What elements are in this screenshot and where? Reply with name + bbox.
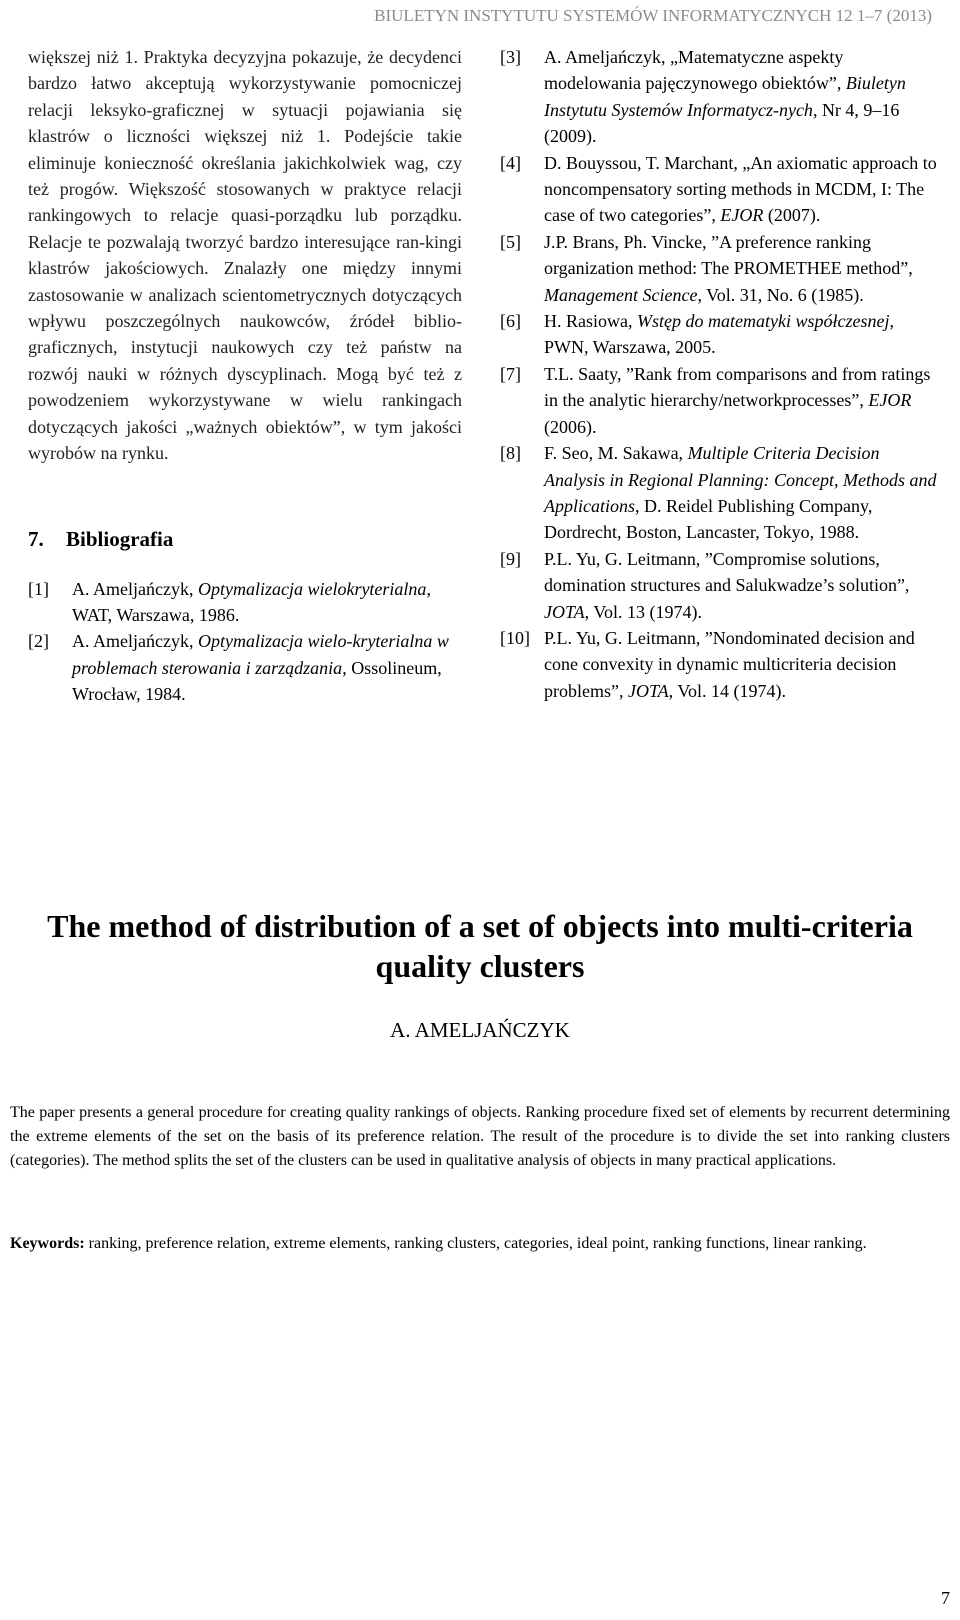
reference-title: Optymalizacja wielo-kryterialna w problemach sterowania i zarządzania bbox=[72, 631, 449, 678]
keywords bbox=[10, 1232, 950, 1256]
reference-item bbox=[500, 546, 940, 625]
reference-text: , Ossolineum, Wrocław, 1984. bbox=[72, 657, 442, 705]
reference-title: Wstęp do matematyki współczesnej bbox=[637, 311, 890, 332]
running-header: BIULETYN INSTYTUTU SYSTEMÓW INFORMATYCZNYCH 12 1–7 (2013) bbox=[374, 6, 932, 25]
reference-text: (2006). bbox=[544, 416, 597, 437]
reference-label: [2] bbox=[28, 631, 49, 652]
reference-text: P.L. Yu, G. Leitmann, ”Nondominated decision and cone convexity in dynamic multicriteria decision problems”, bbox=[544, 627, 915, 701]
reference-text: H. Rasiowa, bbox=[544, 311, 637, 332]
reference-label: [10] bbox=[500, 627, 530, 648]
reference-title: EJOR bbox=[720, 205, 764, 226]
reference-title: Optymalizacja wielokryterialna bbox=[197, 578, 427, 599]
reference-title: EJOR bbox=[868, 390, 912, 411]
reference-item bbox=[500, 44, 940, 150]
keywords-text: ranking, preference relation, extreme elements, ranking clusters, categories, ideal point, ranking functions, linear ranking. bbox=[84, 1235, 867, 1252]
reference-text: , PWN, Warszawa, 2005. bbox=[544, 311, 894, 358]
reference-text: , Nr 4, 9–16 (2009). bbox=[544, 99, 900, 147]
reference-label: [6] bbox=[500, 311, 521, 332]
reference-item bbox=[500, 150, 940, 229]
reference-title: Management Science bbox=[544, 284, 698, 305]
section-heading bbox=[28, 527, 462, 552]
reference-text: F. Seo, M. Sakawa, bbox=[544, 443, 688, 464]
reference-item bbox=[28, 576, 462, 629]
reference-label: [9] bbox=[500, 548, 521, 569]
section-title: Bibliografia bbox=[66, 526, 174, 551]
reference-item bbox=[28, 628, 462, 707]
keywords-label: Keywords: bbox=[10, 1235, 85, 1252]
reference-text: (2007). bbox=[763, 205, 821, 226]
reference-title: JOTA bbox=[544, 601, 585, 622]
reference-item bbox=[500, 440, 940, 546]
reference-item bbox=[500, 308, 940, 361]
reference-text: A. Ameljańczyk, bbox=[72, 631, 198, 652]
reference-item bbox=[500, 361, 940, 440]
reference-text: , Vol. 13 (1974). bbox=[584, 601, 703, 622]
reference-text: A. Ameljańczyk, „Matematyczne aspekty modelowania pajęczynowego obiektów”, bbox=[544, 47, 846, 94]
section-number: 7. bbox=[28, 526, 44, 551]
left-column bbox=[28, 44, 462, 708]
reference-label: [4] bbox=[500, 152, 521, 173]
reference-text: J.P. Brans, Ph. Vincke, ”A preference ranking organization method: The PROMETHEE method”, bbox=[544, 231, 913, 279]
reference-label: [3] bbox=[500, 47, 521, 67]
page-number: 7 bbox=[941, 1588, 950, 1608]
reference-text: , Vol. 14 (1974). bbox=[668, 680, 786, 701]
reference-text: T.L. Saaty, ”Rank from comparisons and from ratings in the analytic hierarchy/networkprocesses”, bbox=[544, 363, 931, 411]
reference-item bbox=[500, 229, 940, 308]
reference-text: A. Ameljańczyk, bbox=[72, 578, 198, 599]
body-paragraph: większej niż 1. Praktyka decyzyjna pokazuje, że decydenci bardzo łatwo akceptują wykorzystywanie pomocniczej relacji leksyko-graficznej w sytuacji pojawiania się klastrów o liczności większej niż 1. Podejście takie eliminuje konieczność określania jakichkolwiek wag, czy też progów. Większość stosowanych w praktyce relacji rankingowych to relacje quasi-porządku lub porządku. Relacje te pozwalają tworzyć bardzo interesujące ran-kingi klastrów jakościowych. Znalazły one między innymi zastosowanie w analizach scientometrycznych dotyczących wpływu poszczególnych naukowców, źródeł biblio-graficznych, instytucji naukowych czy też państw na rozwój nauki w różnych dyscyplinach. Mogą być też z powodzeniem wykorzystywane w wielu rankingach dotyczących jakości „ważnych obiektów”, w tym jakości wyrobów na rynku. bbox=[28, 47, 462, 464]
english-abstract: The paper presents a general procedure for creating quality rankings of objects. Ranking procedure fixed set of elements by recurrent determining the extreme elements of the set on the basis of its preference relation. The result of the procedure is to divide the set into ranking clusters (categories). The method splits the set of the clusters can be used in qualitative analysis of objects in many practical applications. bbox=[10, 1104, 950, 1169]
reference-label: [1] bbox=[28, 578, 49, 599]
reference-text: P.L. Yu, G. Leitmann, ”Compromise solutions, domination structures and Salukwadze’s solution”, bbox=[544, 548, 910, 596]
reference-label: [7] bbox=[500, 363, 521, 384]
reference-text: , D. Reidel Publishing Company, Dordrecht, Boston, Lancaster, Tokyo, 1988. bbox=[544, 495, 873, 543]
right-column bbox=[500, 44, 940, 704]
reference-text: D. Bouyssou, T. Marchant, „An axiomatic approach to noncompensatory sorting methods in MCDM, I: The case of two categories”, bbox=[544, 152, 937, 226]
english-author: A. AMELJAŃCZYK bbox=[390, 1018, 570, 1042]
reference-item bbox=[500, 625, 940, 704]
reference-text: , Vol. 31, No. 6 (1985). bbox=[697, 284, 864, 305]
reference-label: [5] bbox=[500, 231, 521, 252]
english-title: The method of distribution of a set of objects into multi-criteria quality clusters bbox=[47, 908, 913, 984]
reference-title: JOTA bbox=[627, 680, 669, 701]
reference-text: , WAT, Warszawa, 1986. bbox=[72, 578, 431, 625]
reference-title: Biuletyn Instytutu Systemów Informatycz-nych bbox=[544, 73, 906, 120]
reference-label: [8] bbox=[500, 443, 521, 464]
reference-title: Multiple Criteria Decision Analysis in Regional Planning: Concept, Methods and Applications bbox=[544, 443, 937, 516]
